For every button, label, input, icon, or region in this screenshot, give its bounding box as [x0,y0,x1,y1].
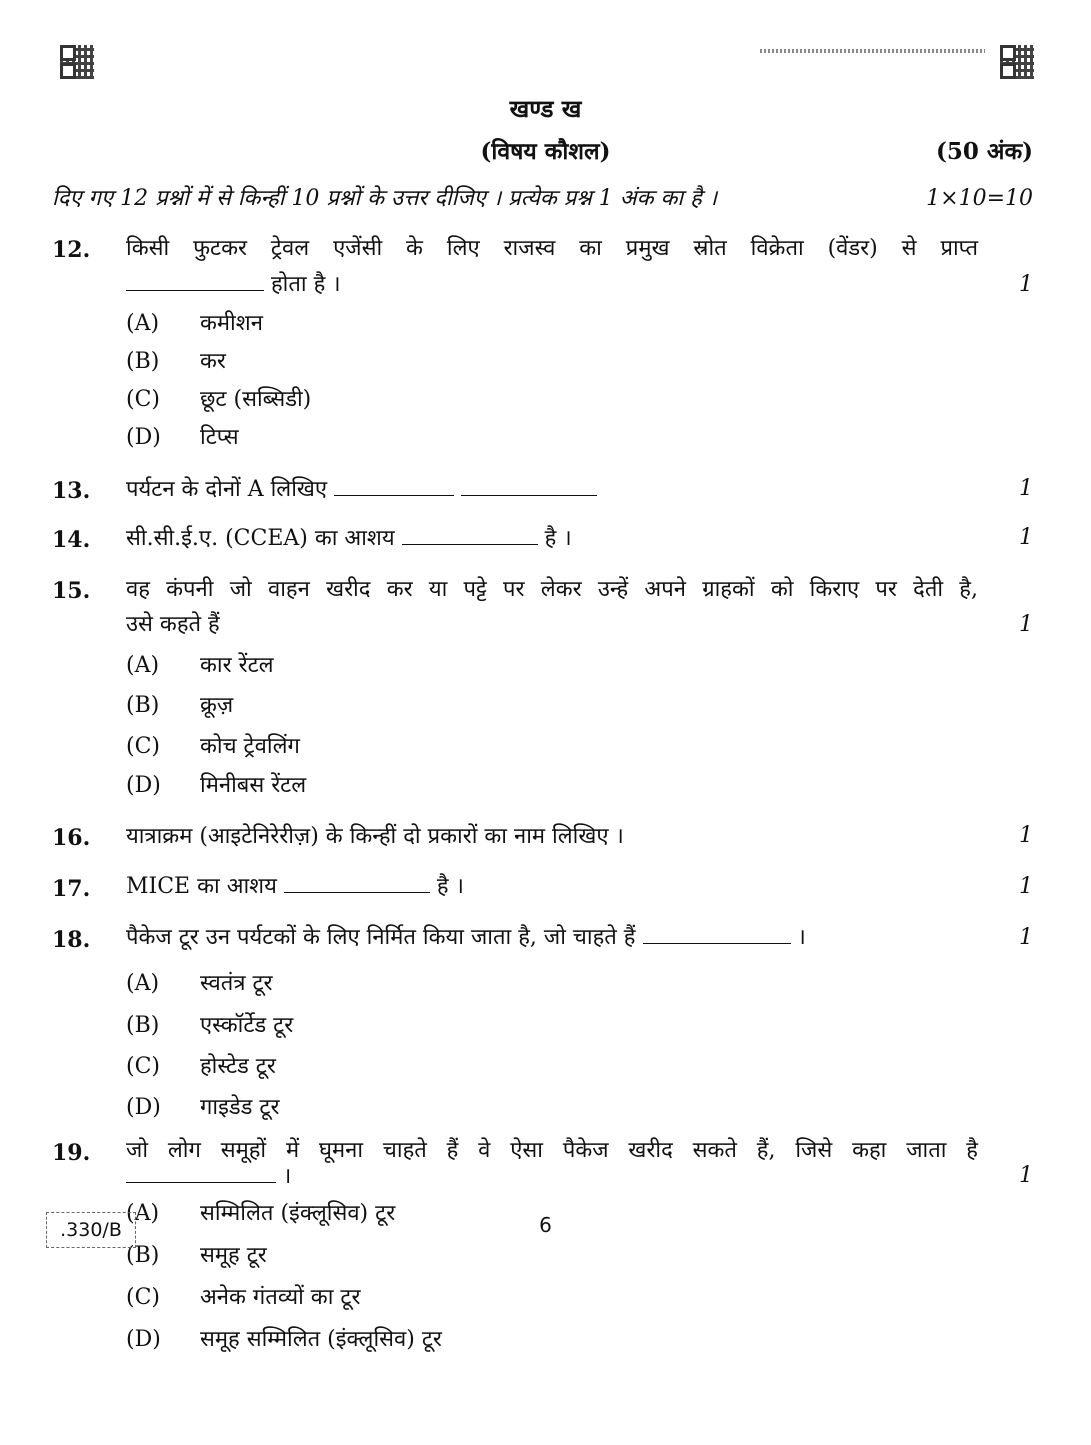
question-marks: 1 [1019,823,1033,848]
option-label: (A) [126,1201,160,1226]
question-number: 12. [52,237,91,263]
question-marks: 1 [1019,874,1033,899]
question-number: 14. [52,527,91,553]
option-text: अनेक गंतव्यों का टूर [200,1285,361,1310]
option-label: (B) [126,349,160,374]
question-text: पर्यटन के दोनों A लिखिए [126,475,597,505]
option-label: (B) [126,1013,160,1038]
section-marks: (50 अंक) [935,138,1033,165]
option-text: कोच ट्रेवलिंग [200,734,300,759]
answer-blank [284,874,430,893]
question-text: यात्राक्रम (आइटेनिरेरीज़) के किन्हीं दो प्रकारों का नाम लिखिए । [126,824,624,849]
option-label: (D) [126,1327,161,1352]
option-text: कमीशन [200,311,263,336]
option-text: छूट (सब्सिडी) [200,387,312,412]
option-text: स्वतंत्र टूर [200,971,273,996]
instruction-marks: 1×10=10 [926,186,1033,211]
qr-code-right [1000,45,1034,79]
question-number: 16. [52,825,91,851]
page-number: 6 [539,1213,552,1237]
answer-blank [126,272,264,291]
option-label: (A) [126,311,160,336]
option-label: (C) [126,387,160,412]
option-text: कार रेंटल [200,653,274,678]
option-label: (A) [126,971,160,996]
option-text: समूह टूर [200,1243,267,1268]
option-label: (C) [126,1054,160,1079]
answer-blank [461,477,597,496]
question-text: किसी फुटकर ट्रेवल एजेंसी के लिए राजस्व का प्रमुख स्रोत विक्रेता (वेंडर) से प्राप्त [126,236,978,261]
question-text: MICE का आशय है । [126,874,464,899]
answer-blank [334,477,454,496]
question-number: 15. [52,578,91,604]
question-text-cont: होता है । [126,270,341,300]
question-text-cont: उसे कहते हैं [126,612,220,637]
question-number: 18. [52,927,91,953]
answer-blank [126,1164,276,1183]
option-text: सम्मिलित (इंक्लूसिव) टूर [200,1201,396,1226]
option-label: (D) [126,425,161,450]
question-text: सी.सी.ई.ए. (CCEA) का आशय है । [126,526,572,551]
option-label: (D) [126,773,161,798]
option-text: कर [200,349,226,374]
question-marks: 1 [1019,272,1033,297]
option-text: क्रूज़ [200,693,234,718]
question-marks: 1 [1019,525,1033,550]
option-label: (B) [126,693,160,718]
question-number: 19. [52,1140,91,1166]
option-label: (C) [126,734,160,759]
answer-blank [402,526,538,545]
question-marks: 1 [1019,925,1033,950]
option-text: टिप्स [200,425,239,450]
question-text-cont: । [126,1162,291,1192]
paper-code: .330/B [46,1212,136,1248]
option-label: (D) [126,1095,161,1120]
question-marks: 1 [1019,1163,1033,1188]
security-microline [760,49,985,53]
option-label: (A) [126,653,160,678]
option-text: मिनीबस रेंटल [200,773,307,798]
option-label: (B) [126,1243,160,1268]
question-marks: 1 [1019,612,1033,637]
question-text: जो लोग समूहों में घूमना चाहते हैं वे ऐसा पैकेज खरीद सकते हैं, जिसे कहा जाता है [126,1138,978,1163]
question-number: 17. [52,876,91,902]
option-text: होस्टेड टूर [200,1054,276,1079]
question-text: वह कंपनी जो वाहन खरीद कर या पट्टे पर लेकर उन्हें अपने ग्राहकों को किराए पर देती है, [126,577,978,602]
section-subtitle: (विषय कौशल) [480,138,611,165]
qr-code-left [60,45,94,79]
answer-blank [643,925,791,944]
section-title: खण्ड ख [509,94,582,123]
option-text: एस्कॉर्टेड टूर [200,1013,294,1038]
instruction-text: दिए गए 12 प्रश्नों में से किन्हीं 10 प्रश्नों के उत्तर दीजिए । प्रत्येक प्रश्न 1 अंक का है । [52,186,718,211]
option-text: समूह सम्मिलित (इंक्लूसिव) टूर [200,1327,442,1352]
option-text: गाइडेड टूर [200,1095,280,1120]
question-text: पैकेज टूर उन पर्यटकों के लिए निर्मित किया जाता है, जो चाहते हैं । [126,925,806,950]
option-label: (C) [126,1285,160,1310]
question-marks: 1 [1019,476,1033,501]
question-number: 13. [52,478,91,504]
